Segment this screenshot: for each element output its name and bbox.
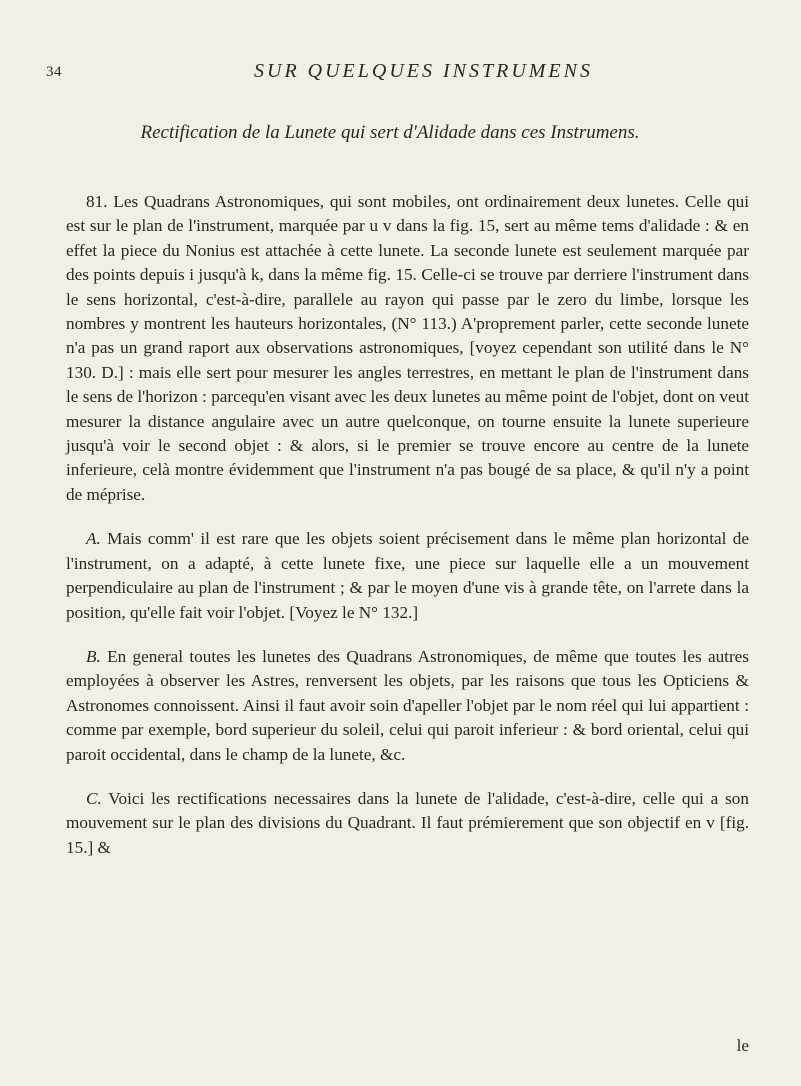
paragraph-81: [66, 190, 749, 507]
paragraph-c: [66, 787, 749, 860]
catchword: le: [736, 1036, 749, 1055]
running-title: SUR QUELQUES INSTRUMENS: [254, 60, 593, 82]
paragraph-letter: A.: [86, 529, 101, 549]
section-title: Rectification de la Lunete qui sert d'Alidade dans ces Instrumens.: [140, 122, 640, 143]
page-number: 34: [46, 64, 62, 80]
paragraph-text: En general toutes les lunetes des Quadrans Astronomiques, de même que toutes les autres employées à observer les Astres, renversent les objets, par les raisons que tous les Opticiens & Astronomes connoissent. Ainsi il faut avoir soin d'apeller l'objet par le nom réel qui lui appartient : comme par exemple, bord superieur du soleil, celui qui paroit inferieur : & bord oriental, celui qui paroit occidental, dans le champ de la lunete, &c.: [66, 646, 749, 764]
paragraph-text: Voici les rectifications necessaires dans la lunete de l'alidade, c'est-à-dire, celle qui a son mouvement sur le plan des divisions du Quadrant. Il faut prémierement que son objectif en v [fig. 15.] &: [66, 788, 749, 857]
paragraph-text: Mais comm' il est rare que les objets soient précisement dans le même plan horizontal de l'instrument, on a adapté, à cette lunete fixe, une piece sur laquelle elle a un mouvement perpendiculaire au plan de l'instrument ; & par le moyen d'une vis à grande tête, on l'arrete dans la position, qu'elle fait voir l'objet. [Voyez le N° 132.]: [66, 529, 749, 622]
paragraph-letter: B.: [86, 646, 101, 666]
body-text: [66, 190, 749, 880]
paragraph-text: 81. Les Quadrans Astronomiques, qui sont mobiles, ont ordinairement deux lunetes. Celle qui est sur le plan de l'instrument, marquée par u v dans la fig. 15, sert au même tems d'alidade : & en effet la piece du Nonius est attachée à cette lunete. La seconde lunete est seulement marquée par des points depuis i jusqu'à k, dans la même fig. 15. Celle-ci se trouve par derriere l'instrument dans le sens horizontal, c'est-à-dire, parallele au rayon qui passe par le zero du limbe, lorsque les nombres y montrent les hauteurs horizontales, (N° 113.) A'proprement parler, cette seconde lunete n'a pas un grand raport aux observations astronomiques, [voyez cependant son utilité dans le N° 130. D.] : mais elle sert pour mesurer les angles terrestres, en mettant le plan de l'instrument dans le sens de l'horizon : parcequ'en visant avec les deux lunetes au même point de l'objet, dont on veut mesurer la distance angulaire avec un autre quelconque, on tourne ensuite la lunete superieure jusqu'à voir le second objet : & alors, si le premier se trouve encore au centre de la lunete inferieure, celà montre évidemment que l'instrument n'a pas bougé de sa place, & qu'il n'y a point de méprise.: [66, 192, 749, 504]
paragraph-a: [66, 527, 749, 625]
running-head: [46, 60, 749, 90]
paragraph-letter: C.: [86, 788, 102, 808]
paragraph-b: [66, 645, 749, 767]
